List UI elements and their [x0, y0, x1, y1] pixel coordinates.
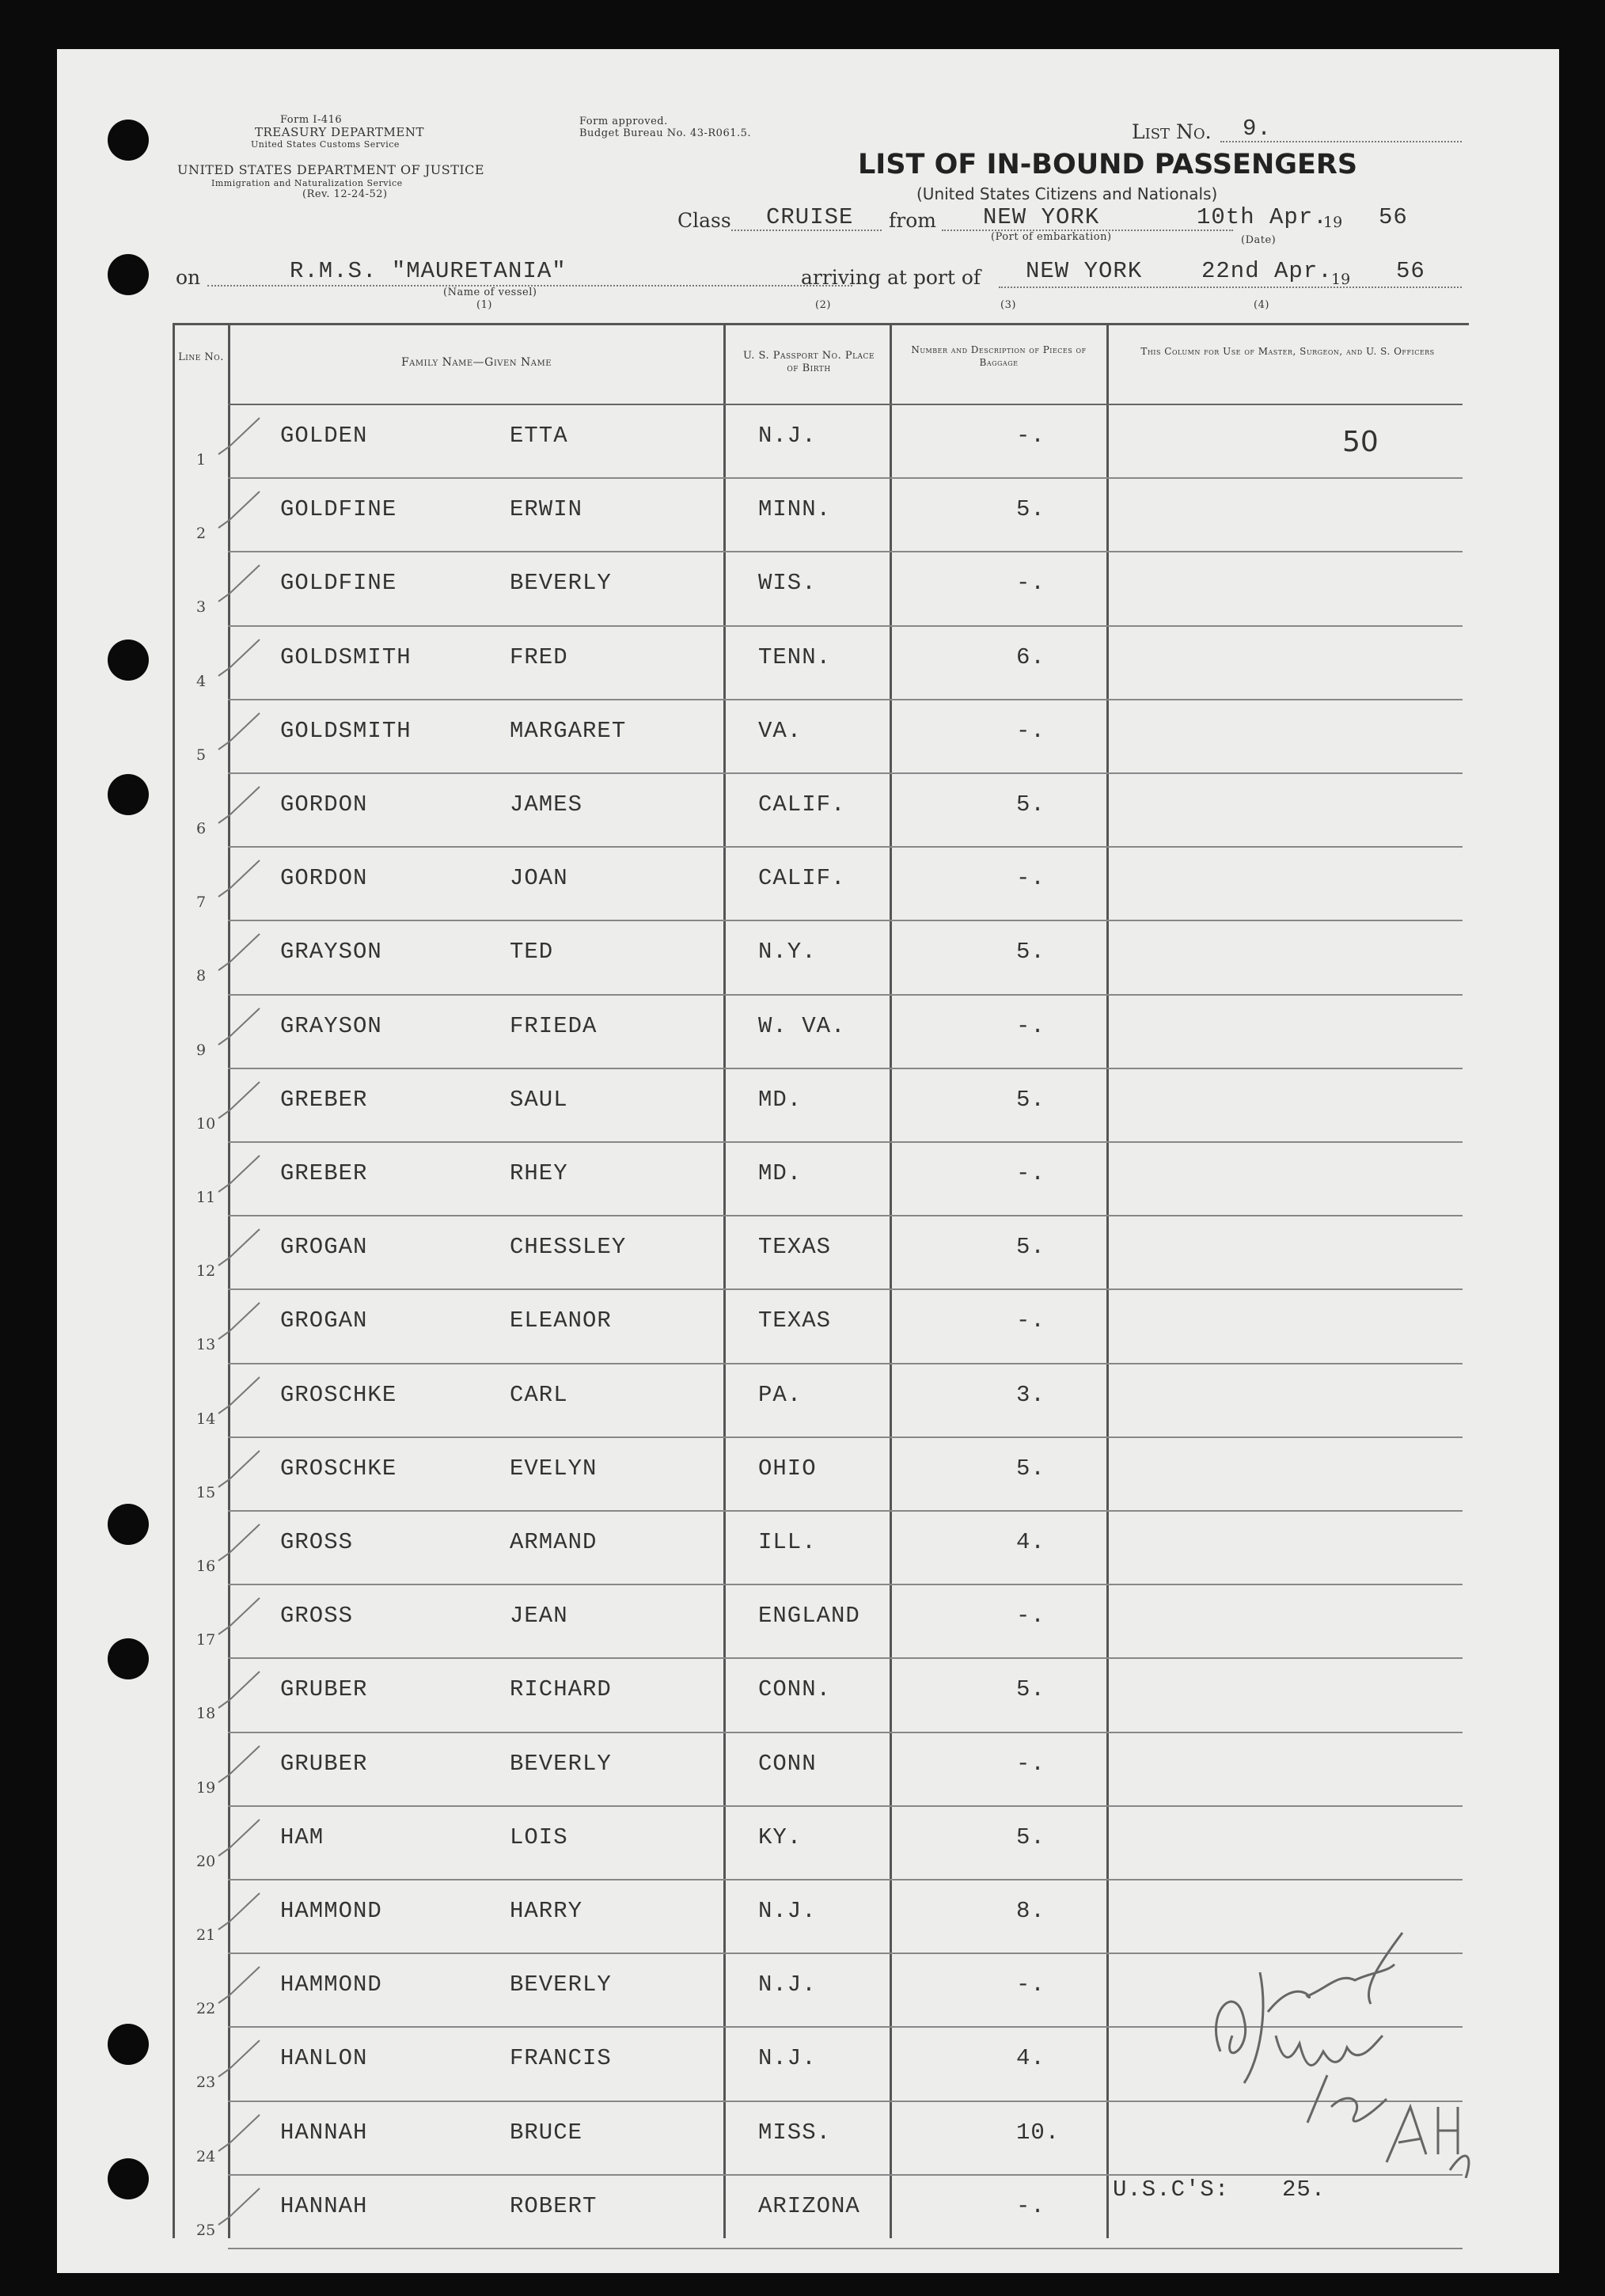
- given-name: SAUL: [510, 1086, 568, 1113]
- place-of-birth: TEXAS: [758, 1234, 832, 1261]
- check-mark-icon: [212, 1741, 268, 1789]
- family-name: GOLDFINE: [280, 570, 397, 597]
- date-caption: (Date): [1241, 234, 1277, 246]
- line-number: 23: [196, 2074, 216, 2092]
- check-mark-icon: [212, 1446, 268, 1493]
- check-mark-icon: [212, 635, 268, 682]
- family-name: HAMMOND: [280, 1972, 382, 1998]
- baggage-count: 5.: [1016, 1234, 1045, 1261]
- place-of-birth: W. VA.: [758, 1012, 846, 1039]
- row-divider: [228, 1363, 1463, 1364]
- given-name: ROBERT: [510, 2192, 598, 2219]
- punch-hole: [108, 774, 149, 815]
- baggage-count: -.: [1016, 865, 1045, 892]
- given-name: ELEANOR: [510, 1307, 612, 1334]
- line-number: 13: [196, 1336, 216, 1354]
- check-mark-icon: [212, 2036, 268, 2083]
- baggage-count: -.: [1016, 1750, 1045, 1777]
- header-baggage: Number and Description of Pieces of Baggage: [911, 344, 1087, 368]
- baggage-count: -.: [1016, 1160, 1045, 1186]
- check-mark-icon: [212, 1298, 268, 1345]
- class-label: Class: [677, 209, 731, 232]
- family-name: HANLON: [280, 2045, 368, 2072]
- baggage-count: 10.: [1016, 2119, 1061, 2146]
- line-number: 8: [196, 967, 207, 985]
- check-mark-icon: [212, 1962, 268, 2009]
- baggage-count: -.: [1016, 2192, 1045, 2219]
- year-prefix-2: 19: [1331, 271, 1351, 288]
- family-name: HANNAH: [280, 2192, 368, 2219]
- given-name: FRED: [510, 643, 568, 670]
- baggage-count: -.: [1016, 1972, 1045, 1998]
- given-name: ARMAND: [510, 1529, 598, 1555]
- line-number: 15: [196, 1483, 216, 1501]
- header-line-no: Line No.: [178, 351, 224, 363]
- check-mark-icon: [212, 1667, 268, 1714]
- baggage-count: -.: [1016, 423, 1045, 449]
- check-mark-icon: [212, 929, 268, 977]
- given-name: CARL: [510, 1381, 568, 1408]
- given-name: HARRY: [510, 1898, 583, 1924]
- given-name: JAMES: [510, 791, 583, 818]
- place-of-birth: N.J.: [758, 2045, 817, 2072]
- family-name: GRAYSON: [280, 1012, 382, 1039]
- place-of-birth: MINN.: [758, 496, 832, 523]
- row-divider: [228, 772, 1463, 774]
- punch-hole: [108, 1504, 149, 1545]
- form-approved: Form approved.: [579, 116, 668, 127]
- customs-service: United States Customs Service: [251, 139, 400, 150]
- family-name: GRAYSON: [280, 939, 382, 966]
- line-number: 6: [196, 820, 207, 837]
- revision: (Rev. 12-24-52): [302, 188, 388, 200]
- given-name: ETTA: [510, 423, 568, 449]
- baggage-count: 5.: [1016, 1455, 1045, 1482]
- inspector-signature: [1189, 1917, 1489, 2178]
- uscs-value: 25.: [1282, 2176, 1326, 2203]
- given-name: BEVERLY: [510, 1972, 612, 1998]
- line-number: 11: [196, 1189, 216, 1206]
- given-name: CHESSLEY: [510, 1234, 627, 1261]
- page-subtitle: (United States Citizens and Nationals): [916, 184, 1218, 203]
- check-mark-icon: [212, 782, 268, 829]
- given-name: EVELYN: [510, 1455, 598, 1482]
- row-divider: [228, 1288, 1463, 1290]
- vessel-caption: (Name of vessel): [443, 287, 537, 298]
- col-4-number: (4): [1254, 299, 1269, 311]
- row-divider: [228, 1510, 1463, 1512]
- line-number: 5: [196, 746, 207, 764]
- line-number: 10: [196, 1114, 216, 1133]
- family-name: GRUBER: [280, 1750, 368, 1777]
- place-of-birth: ENGLAND: [758, 1603, 860, 1630]
- check-mark-icon: [212, 1224, 268, 1272]
- line-number: 9: [196, 1041, 207, 1059]
- given-name: RICHARD: [510, 1676, 612, 1703]
- line-number: 1: [196, 451, 207, 469]
- col-3-number: (3): [1000, 299, 1016, 311]
- col-2-number: (2): [815, 299, 831, 311]
- check-mark-icon: [212, 1004, 268, 1051]
- line-number: 18: [196, 1705, 216, 1723]
- family-name: HANNAH: [280, 2119, 368, 2146]
- line-number: 19: [196, 1778, 216, 1797]
- place-of-birth: VA.: [758, 717, 802, 744]
- arrival-port: NEW YORK: [1026, 258, 1143, 284]
- col-1-number: (1): [476, 299, 492, 311]
- check-mark-icon: [212, 856, 268, 903]
- row-divider: [228, 699, 1463, 700]
- from-value: NEW YORK: [983, 204, 1100, 230]
- baggage-count: 3.: [1016, 1381, 1045, 1408]
- place-of-birth: CALIF.: [758, 791, 846, 818]
- baggage-count: -.: [1016, 717, 1045, 744]
- family-name: GROGAN: [280, 1307, 368, 1334]
- check-mark-icon: [212, 1520, 268, 1567]
- row-divider: [228, 1732, 1463, 1733]
- check-mark-icon: [212, 708, 268, 756]
- given-name: JEAN: [510, 1603, 568, 1630]
- place-of-birth: N.Y.: [758, 939, 817, 966]
- family-name: GROGAN: [280, 1234, 368, 1261]
- row-divider: [228, 2248, 1463, 2249]
- class-value: CRUISE: [766, 204, 854, 230]
- check-mark-icon: [212, 2184, 268, 2231]
- row-divider: [228, 551, 1463, 552]
- sail-date: 10th Apr.: [1197, 204, 1328, 230]
- baggage-count: 5.: [1016, 1676, 1045, 1703]
- check-mark-icon: [212, 1888, 268, 1936]
- budget-bureau: Budget Bureau No. 43-R061.5.: [579, 127, 752, 139]
- line-number: 14: [196, 1410, 216, 1428]
- line-number: 4: [196, 672, 207, 690]
- given-name: JOAN: [510, 865, 568, 892]
- given-name: BEVERLY: [510, 570, 612, 597]
- given-name: ERWIN: [510, 496, 583, 523]
- place-of-birth: CALIF.: [758, 865, 846, 892]
- uscs-label: U.S.C'S:: [1113, 2176, 1230, 2203]
- given-name: TED: [510, 939, 554, 966]
- row-divider: [228, 625, 1463, 627]
- page-title: LIST OF IN-BOUND PASSENGERS: [858, 149, 1358, 180]
- line-number: 21: [196, 1926, 216, 1944]
- form-number: Form I-416: [280, 114, 343, 126]
- given-name: LOIS: [510, 1824, 568, 1850]
- row-divider: [228, 920, 1463, 921]
- year-prefix-1: 19: [1323, 214, 1343, 231]
- sail-year: 56: [1379, 204, 1408, 230]
- family-name: GROSCHKE: [280, 1381, 397, 1408]
- place-of-birth: TENN.: [758, 643, 832, 670]
- header-name: Family Name—Given Name: [400, 356, 552, 369]
- place-of-birth: ILL.: [758, 1529, 817, 1555]
- place-of-birth: OHIO: [758, 1455, 817, 1482]
- punch-hole: [108, 254, 149, 295]
- row-divider: [228, 994, 1463, 996]
- check-mark-icon: [212, 413, 268, 461]
- line-number: 22: [196, 2000, 216, 2018]
- family-name: GORDON: [280, 865, 368, 892]
- family-name: GRUBER: [280, 1676, 368, 1703]
- check-mark-icon: [212, 1593, 268, 1641]
- check-mark-icon: [212, 1077, 268, 1125]
- family-name: GOLDSMITH: [280, 643, 412, 670]
- place-of-birth: KY.: [758, 1824, 802, 1850]
- arrival-year: 56: [1396, 258, 1425, 284]
- line-number: 2: [196, 525, 207, 543]
- punch-hole: [108, 2024, 149, 2065]
- place-of-birth: ARIZONA: [758, 2192, 860, 2219]
- baggage-count: 4.: [1016, 1529, 1045, 1555]
- family-name: GOLDEN: [280, 423, 368, 449]
- place-of-birth: MD.: [758, 1086, 802, 1113]
- place-of-birth: N.J.: [758, 423, 817, 449]
- family-name: GORDON: [280, 791, 368, 818]
- baggage-count: 5.: [1016, 496, 1045, 523]
- place-of-birth: WIS.: [758, 570, 817, 597]
- family-name: HAM: [280, 1824, 324, 1850]
- row-divider: [228, 1436, 1463, 1438]
- family-name: GROSCHKE: [280, 1455, 397, 1482]
- check-mark-icon: [212, 1815, 268, 1862]
- family-name: GOLDSMITH: [280, 717, 412, 744]
- place-of-birth: TEXAS: [758, 1307, 832, 1334]
- family-name: HAMMOND: [280, 1898, 382, 1924]
- row-divider: [228, 477, 1463, 479]
- row-divider: [228, 1215, 1463, 1216]
- punch-hole: [108, 2158, 149, 2199]
- place-of-birth: MD.: [758, 1160, 802, 1186]
- arrival-date: 22nd Apr.: [1201, 258, 1333, 284]
- port-embark-caption: (Port of embarkation): [991, 231, 1112, 243]
- given-name: FRIEDA: [510, 1012, 598, 1039]
- header-officers: This Column for Use of Master, Surgeon, and U. S. Officers: [1140, 346, 1435, 357]
- line-number: 3: [196, 598, 207, 617]
- check-mark-icon: [212, 487, 268, 534]
- row-divider: [228, 1141, 1463, 1143]
- place-of-birth: PA.: [758, 1381, 802, 1408]
- baggage-count: 5.: [1016, 1086, 1045, 1113]
- row-divider: [228, 1657, 1463, 1659]
- given-name: MARGARET: [510, 717, 627, 744]
- line-number: 25: [196, 2221, 216, 2239]
- header-passport: U. S. Passport No. Place of Birth: [742, 350, 875, 374]
- place-of-birth: MISS.: [758, 2119, 832, 2146]
- family-name: GREBER: [280, 1160, 368, 1186]
- vessel-name: R.M.S. "MAURETANIA": [290, 258, 567, 284]
- baggage-count: -.: [1016, 1012, 1045, 1039]
- check-mark-icon: [212, 1372, 268, 1420]
- line-number: 24: [196, 2147, 216, 2165]
- family-name: GREBER: [280, 1086, 368, 1113]
- baggage-count: 5.: [1016, 1824, 1045, 1850]
- document-page: [57, 49, 1559, 2273]
- given-name: FRANCIS: [510, 2045, 612, 2072]
- officer-note-row-1: 50: [1342, 426, 1379, 458]
- row-divider: [228, 846, 1463, 848]
- line-number: 7: [196, 894, 207, 912]
- place-of-birth: N.J.: [758, 1972, 817, 1998]
- check-mark-icon: [212, 560, 268, 608]
- place-of-birth: N.J.: [758, 1898, 817, 1924]
- given-name: BRUCE: [510, 2119, 583, 2146]
- punch-hole: [108, 120, 149, 161]
- line-number: 12: [196, 1262, 216, 1281]
- justice-dept: UNITED STATES DEPARTMENT OF JUSTICE: [177, 162, 485, 177]
- row-divider: [228, 1879, 1463, 1880]
- baggage-count: 6.: [1016, 643, 1045, 670]
- given-name: RHEY: [510, 1160, 568, 1186]
- list-no-label: List No.: [1132, 120, 1212, 143]
- on-label: on: [176, 266, 201, 289]
- baggage-count: 5.: [1016, 791, 1045, 818]
- family-name: GOLDFINE: [280, 496, 397, 523]
- family-name: GROSS: [280, 1529, 354, 1555]
- line-number: 17: [196, 1631, 216, 1649]
- line-number: 16: [196, 1558, 216, 1575]
- list-no-value: 9.: [1243, 116, 1272, 142]
- punch-hole: [108, 1638, 149, 1679]
- baggage-count: -.: [1016, 1603, 1045, 1630]
- place-of-birth: CONN: [758, 1750, 817, 1777]
- row-divider: [228, 1068, 1463, 1069]
- baggage-count: -.: [1016, 570, 1045, 597]
- treasury-dept: TREASURY DEPARTMENT: [255, 125, 424, 139]
- baggage-count: 8.: [1016, 1898, 1045, 1924]
- row-divider: [228, 1805, 1463, 1807]
- line-number: 20: [196, 1852, 216, 1870]
- check-mark-icon: [212, 1151, 268, 1198]
- immigration-service: Immigration and Naturalization Service: [211, 178, 403, 188]
- baggage-count: 5.: [1016, 939, 1045, 966]
- place-of-birth: CONN.: [758, 1676, 832, 1703]
- given-name: BEVERLY: [510, 1750, 612, 1777]
- arriving-label: arriving at port of: [801, 266, 981, 289]
- check-mark-icon: [212, 2110, 268, 2157]
- punch-hole: [108, 639, 149, 681]
- row-divider: [228, 1584, 1463, 1585]
- baggage-count: -.: [1016, 1307, 1045, 1334]
- family-name: GROSS: [280, 1603, 354, 1630]
- baggage-count: 4.: [1016, 2045, 1045, 2072]
- from-label: from: [889, 209, 936, 232]
